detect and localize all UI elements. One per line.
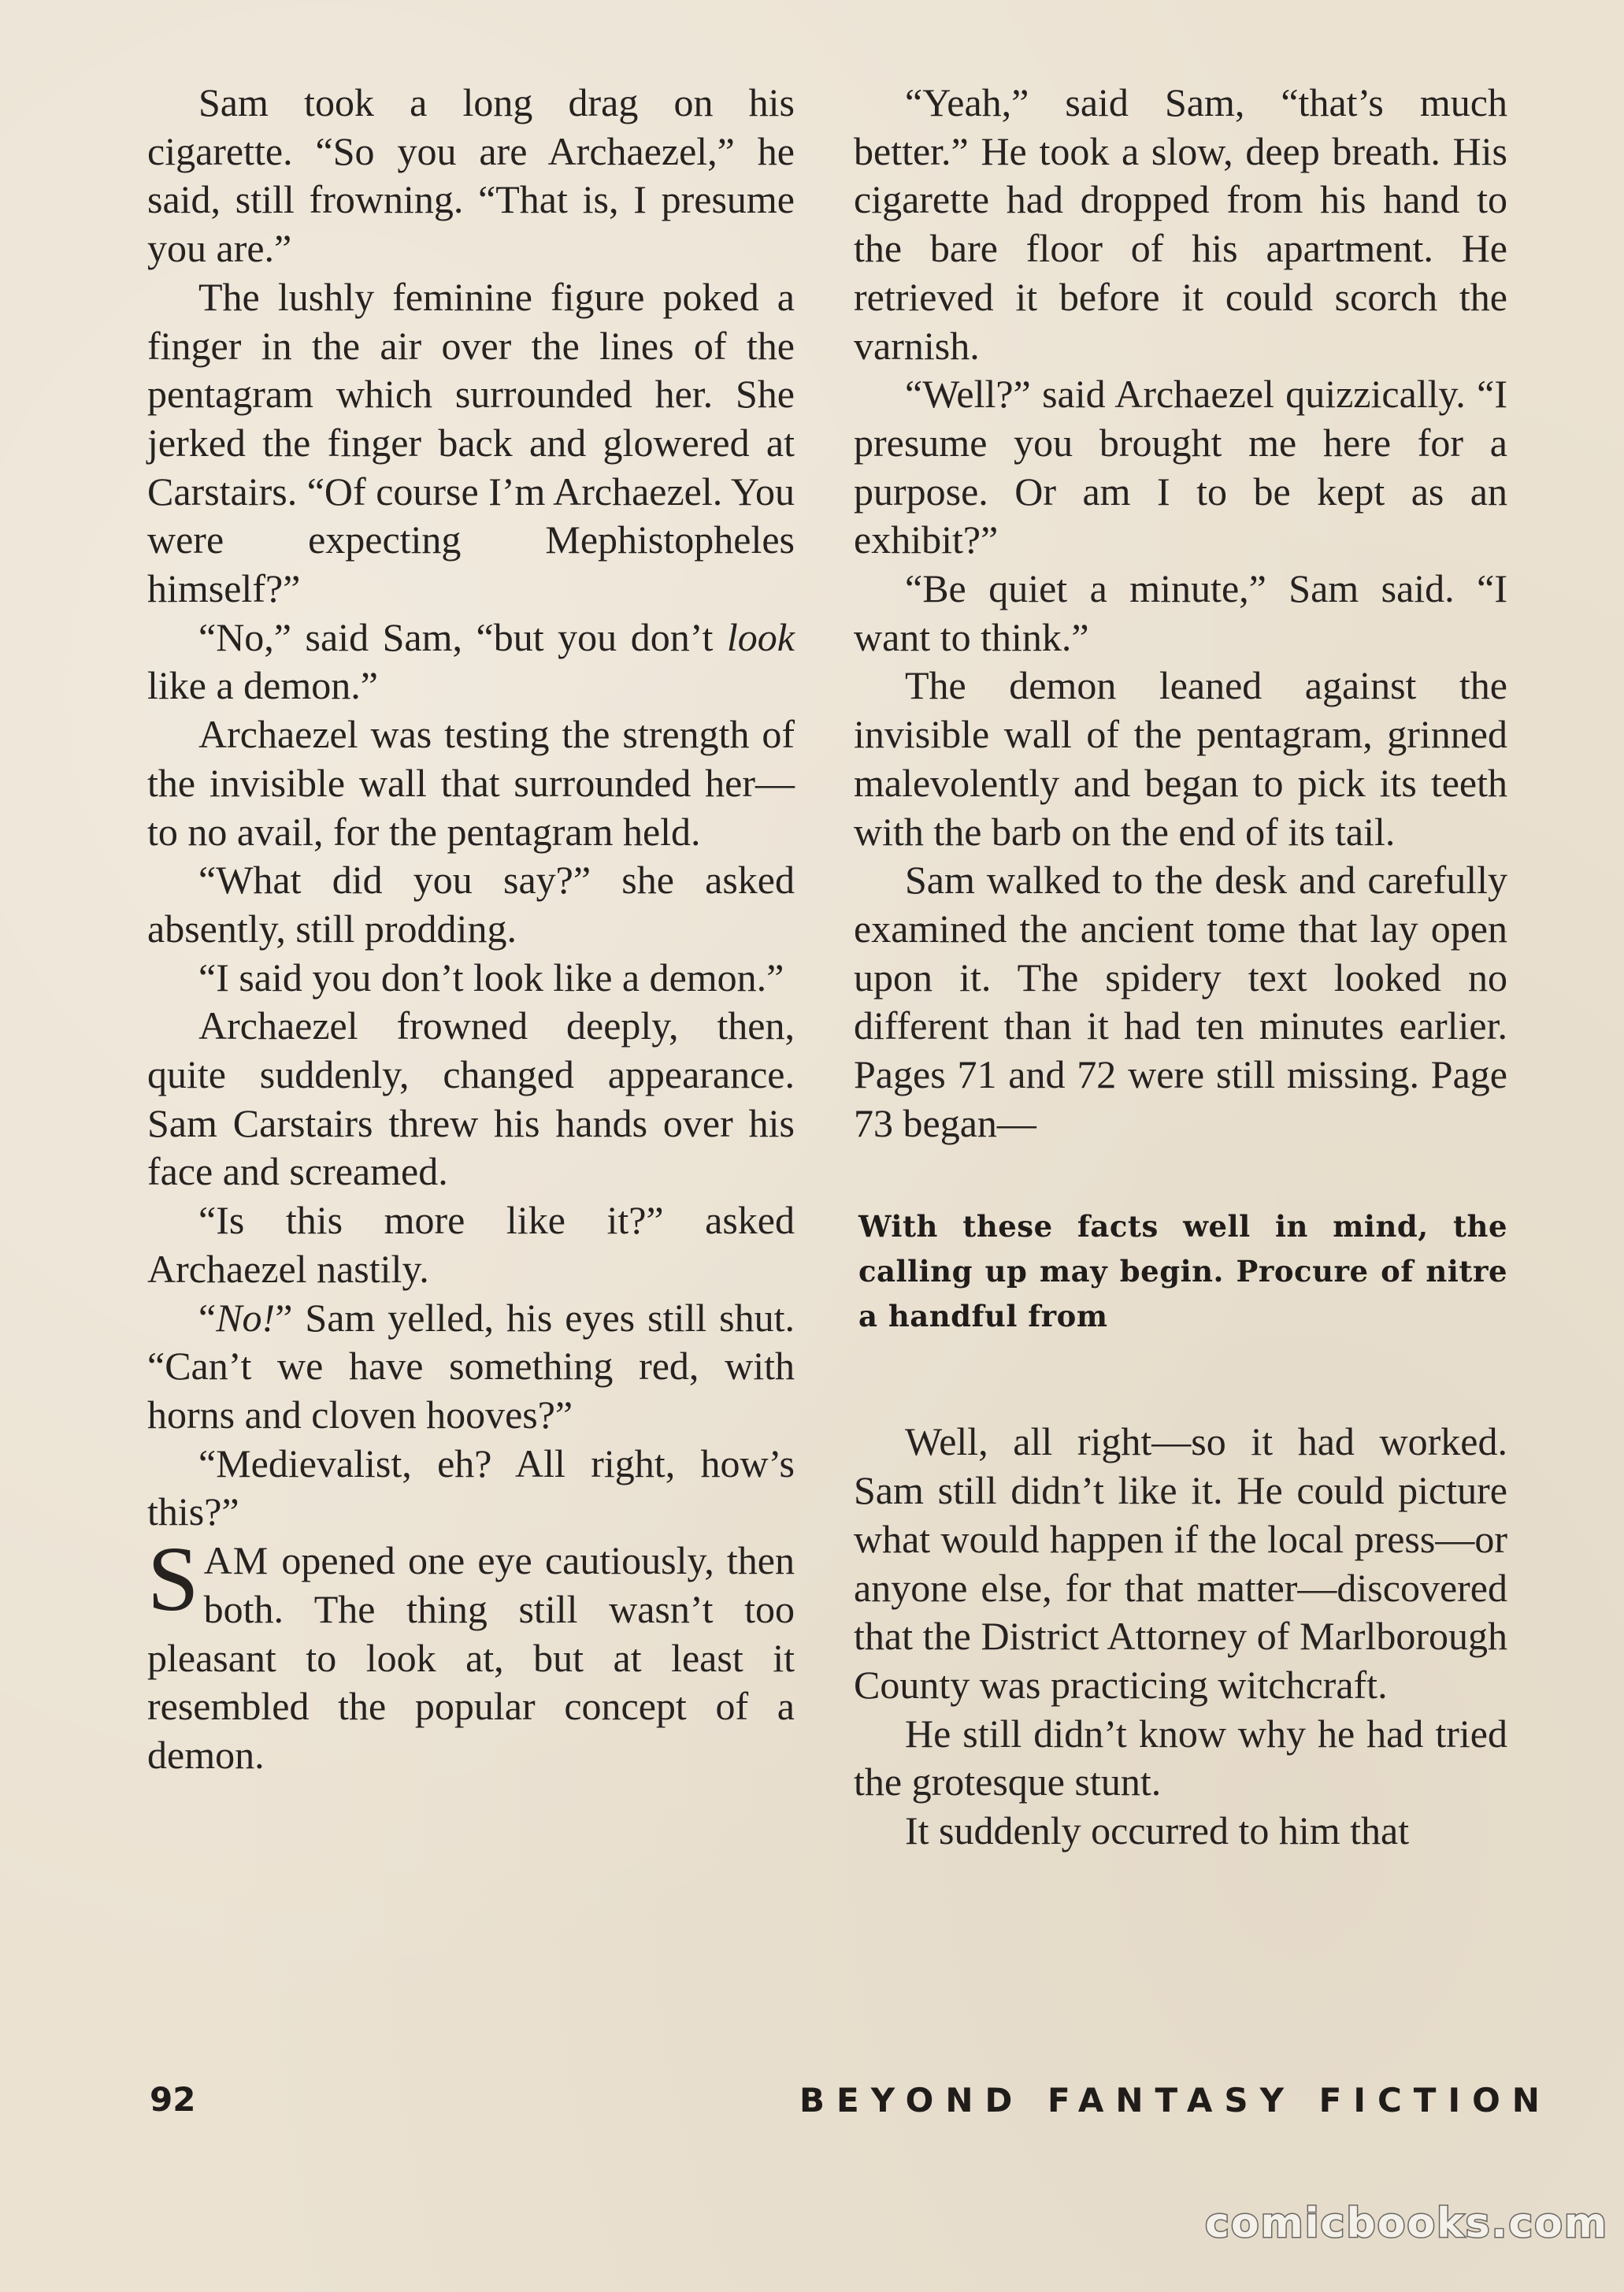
small-caps-lead: AM: [203, 1538, 269, 1583]
paragraph: “What did you say?” she asked absently, still prodding.: [147, 858, 795, 951]
paragraph: “Well?” said Archaezel quizzically. “I presume you brought me here for a purpose. Or am I to be kept as an exhibit?”: [854, 372, 1507, 562]
page-number: 92: [150, 2080, 196, 2119]
paragraph: The lushly feminine figure poked a finger in the air over the lines of the pentagram which surrounded her. She jerked the finger back and glowered at Carstairs. “Of course I’m Archaezel. You were expecting Mephistopheles himself?”: [147, 274, 795, 611]
right-column: [854, 79, 1507, 1856]
paragraph: “No,” said Sam, “but you don’t look like a demon.”: [147, 614, 795, 708]
drop-cap: S: [147, 1527, 199, 1631]
paragraph: “Yeah,” said Sam, “that’s much better.” He took a slow, deep breath. His cigarette had dropped from his hand to the bare floor of his apartment. He retrieved it before it could scorch the varnish.: [854, 80, 1507, 368]
section-opening-paragraph: SAM opened one eye cautiously, then both. The thing still wasn’t too pleasant to look at, but at least it resembled the popular concept of a demon.: [147, 1527, 795, 1777]
paragraph: “Be quiet a minute,” Sam said. “I want to think.”: [854, 566, 1507, 659]
site-watermark: comicbooks.com: [1205, 2200, 1609, 2247]
paragraph: He still didn’t know why he had tried the grotesque stunt.: [854, 1711, 1507, 1804]
paragraph: Archaezel was testing the strength of the invisible wall that surrounded her—to no avail, for the pentagram held.: [147, 712, 795, 854]
paragraph: Sam walked to the desk and carefully examined the ancient tome that lay open upon it. The spidery text looked no different than it had ten minutes earlier. Pages 71 and 72 were still missing. Page 73 began—: [854, 858, 1507, 1145]
paragraph: “Medievalist, eh? All right, how’s this?”: [147, 1441, 795, 1534]
book-excerpt: With these facts well in mind, the calling up may begin. Procure of nitre a handful from: [858, 1209, 1507, 1334]
paragraph: Sam took a long drag on his cigarette. “So you are Archaezel,” he said, still frowning. “That is, I presume you are.”: [147, 80, 795, 271]
paragraph: “I said you don’t look like a demon.”: [198, 955, 784, 1000]
left-column: [147, 79, 795, 1780]
paragraph: “No!” Sam yelled, his eyes still shut. “Can’t we have something red, with horns and cloven hooves?”: [147, 1295, 795, 1437]
paragraph: The demon leaned against the invisible wall of the pentagram, grinned malevolently and began to pick its teeth with the barb on the end of its tail.: [854, 663, 1507, 854]
paragraph: “Is this more like it?” asked Archaezel nastily.: [147, 1198, 795, 1291]
paragraph: Archaezel frowned deeply, then, quite suddenly, changed appearance. Sam Carstairs threw his hands over his face and screamed.: [147, 1003, 795, 1194]
running-head: BEYOND FANTASY FICTION: [799, 2081, 1552, 2120]
paragraph: It suddenly occurred to him that: [905, 1808, 1410, 1853]
paragraph: Well, all right—so it had worked. Sam still didn’t like it. He could picture what would happen if the local press—or anyone else, for that matter—discovered that the District Attorney of Marlborough County was practicing witchcraft.: [854, 1419, 1507, 1707]
